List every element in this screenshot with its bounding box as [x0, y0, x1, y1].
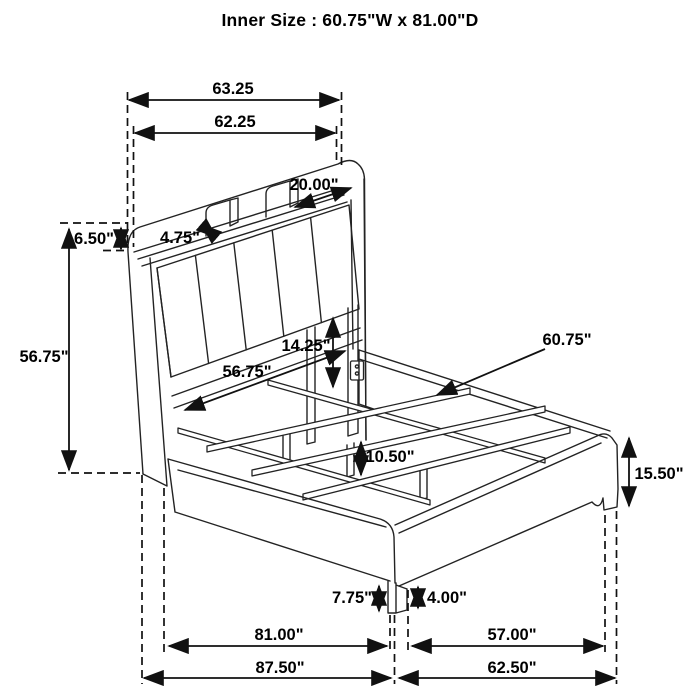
- footboard-face: [395, 434, 618, 586]
- dim-label-20-00: 20.00": [289, 176, 339, 194]
- dim-shelf-section-height: [60, 223, 128, 251]
- slat-leg-3: [420, 466, 427, 500]
- dimension-annotations: [19, 80, 683, 684]
- dim-inner-width: [437, 331, 592, 395]
- footboard: [395, 434, 618, 586]
- dim-inner-depth: [169, 626, 387, 646]
- cross-slat-1: [207, 388, 470, 452]
- dim-corner-leg-height: [332, 586, 379, 611]
- dim-inner-rail-span: [185, 351, 345, 410]
- dim-overall-depth: [144, 659, 391, 678]
- corner-leg: [388, 581, 407, 613]
- dim-label-60-75: 60.75": [542, 331, 592, 349]
- dim-label-63-25: 63.25: [212, 80, 254, 98]
- shelf-divider-1: [206, 198, 238, 236]
- dim-footboard-leg-height: [418, 587, 467, 608]
- cross-slat-3: [303, 427, 570, 500]
- dim-shelf-depth: [160, 225, 216, 247]
- dim-label-56-75-left: 56.75": [19, 348, 69, 366]
- dim-label-14-25: 14.25": [281, 337, 331, 355]
- near-rail-face: [168, 459, 395, 583]
- dim-label-87-50: 87.50": [255, 659, 305, 677]
- dim-overall-width: [399, 659, 615, 678]
- dim-label-15-50: 15.50": [634, 465, 684, 483]
- dim-label-4-75: 4.75": [160, 229, 200, 247]
- dim-label-10-50: 10.50": [365, 448, 415, 466]
- headboard-left-stile: [143, 258, 171, 486]
- extension-lines-bottom: [142, 475, 617, 684]
- dim-label-81-00: 81.00": [254, 626, 304, 644]
- diagram-title: Inner Size : 60.75"W x 81.00"D: [221, 10, 479, 30]
- dim-label-56-75-inner: 56.75": [222, 363, 272, 381]
- dim-label-4-00: 4.00": [427, 589, 467, 607]
- footboard-inner-edge: [399, 443, 601, 533]
- dim-headboard-outer-width: [128, 80, 342, 247]
- dim-label-6-50: 6.50": [74, 230, 114, 248]
- dim-label-57-00: 57.00": [487, 626, 537, 644]
- dim-headboard-height: [19, 229, 140, 473]
- dim-label-7-75: 7.75": [332, 589, 372, 607]
- dim-footboard-height: [629, 438, 684, 506]
- slat-rail-bracket: [351, 361, 364, 380]
- bed-drawing: [128, 161, 618, 614]
- dim-label-62-25: 62.25: [214, 113, 256, 131]
- dim-footboard-section-width: [412, 626, 603, 646]
- dim-label-62-50: 62.50": [487, 659, 537, 677]
